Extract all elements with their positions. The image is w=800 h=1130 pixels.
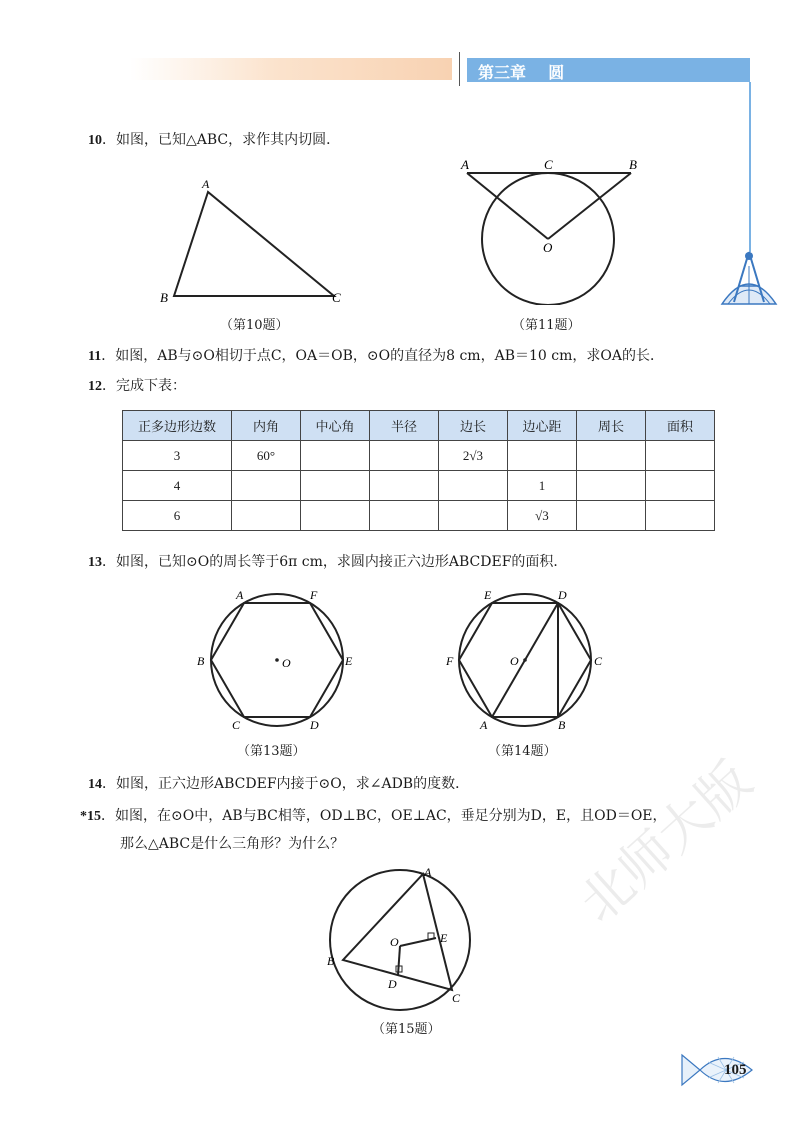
label-B: B	[160, 290, 168, 305]
question-10: 10．如图，已知△ABC，求作其内切圆．	[88, 132, 341, 148]
table-cell	[370, 471, 439, 501]
header-separator	[459, 52, 460, 86]
compass-icon	[718, 246, 780, 308]
label-C: C	[594, 654, 603, 668]
margin-line	[749, 82, 751, 252]
table-row	[123, 441, 715, 471]
label-F: F	[310, 588, 318, 602]
label-B: B	[629, 157, 637, 172]
table-cell	[370, 441, 439, 471]
question-15-line1: *15．如图，在⊙O中，AB与BC相等，OD⊥BC，OE⊥AC，垂足分别为D，E，且OD＝OE，	[80, 808, 667, 824]
page-number: 105	[724, 1062, 747, 1078]
label-O: O	[543, 240, 553, 255]
label-A: A	[480, 718, 488, 732]
table-header: 边心距	[508, 411, 577, 441]
table-cell	[439, 501, 508, 531]
table-cell	[508, 441, 577, 471]
table-cell: 1	[508, 471, 577, 501]
table-cell	[646, 441, 715, 471]
question-12: 12．完成下表：	[88, 378, 186, 394]
caption-10: （第10题）	[220, 318, 289, 333]
table-cell	[439, 471, 508, 501]
label-C: C	[332, 290, 341, 305]
table-cell	[370, 501, 439, 531]
table-row	[123, 501, 715, 531]
table-header: 边长	[439, 411, 508, 441]
table-cell	[577, 441, 646, 471]
table-cell	[301, 501, 370, 531]
label-E: E	[484, 588, 492, 602]
label-A: A	[236, 588, 244, 602]
figure-10-triangle	[150, 170, 370, 310]
figure-13-hexagon	[190, 585, 370, 735]
table-cell	[577, 471, 646, 501]
caption-14: （第14题）	[488, 744, 557, 759]
label-B: B	[327, 954, 335, 968]
table-row	[123, 471, 715, 501]
table-cell	[646, 501, 715, 531]
table-cell	[577, 501, 646, 531]
table-header: 正多边形边数	[123, 411, 232, 441]
table-cell	[301, 471, 370, 501]
table-header: 内角	[232, 411, 301, 441]
caption-11: （第11题）	[512, 318, 581, 333]
regular-polygon-table	[122, 410, 715, 531]
table-cell: 60°	[232, 441, 301, 471]
label-B: B	[558, 718, 566, 732]
label-D: D	[558, 588, 567, 602]
question-15-line2: 那么△ABC是什么三角形？为什么？	[120, 836, 345, 852]
table-cell: 6	[123, 501, 232, 531]
caption-15: （第15题）	[372, 1022, 441, 1037]
label-F: F	[446, 654, 454, 668]
table-header: 中心角	[301, 411, 370, 441]
table-cell	[232, 501, 301, 531]
question-14: 14．如图，正六边形ABCDEF内接于⊙O，求∠ADB的度数．	[88, 776, 470, 792]
label-O: O	[390, 935, 399, 949]
table-cell	[646, 471, 715, 501]
label-E: E	[440, 931, 448, 945]
label-D: D	[310, 718, 319, 732]
table-cell	[301, 441, 370, 471]
table-header: 半径	[370, 411, 439, 441]
label-A: A	[461, 157, 469, 172]
label-C: C	[452, 991, 461, 1005]
table-header: 周长	[577, 411, 646, 441]
table-cell	[232, 471, 301, 501]
figure-15-circle-triangle	[320, 860, 490, 1015]
label-O: O	[510, 654, 519, 668]
label-A: A	[202, 177, 210, 191]
watermark: 北师大版	[568, 750, 764, 935]
label-A: A	[424, 865, 432, 879]
label-B: B	[197, 654, 205, 668]
label-D: D	[388, 977, 397, 991]
label-E: E	[345, 654, 353, 668]
table-header: 面积	[646, 411, 715, 441]
header-gradient-bar	[130, 58, 452, 80]
table-header-row	[123, 411, 715, 441]
question-13: 13．如图，已知⊙O的周长等于6π cm，求圆内接正六边形ABCDEF的面积．	[88, 554, 568, 570]
label-C: C	[232, 718, 241, 732]
label-C: C	[544, 157, 553, 172]
table-cell: 2√3	[439, 441, 508, 471]
figure-14-hexagon	[440, 585, 620, 735]
figure-11-circle-tangent	[455, 155, 655, 305]
table-cell: 4	[123, 471, 232, 501]
chapter-title: 第三章 圆	[478, 63, 565, 82]
table-cell: √3	[508, 501, 577, 531]
caption-13: （第13题）	[237, 744, 306, 759]
label-O: O	[282, 656, 291, 670]
question-11: 11．如图，AB与⊙O相切于点C，OA＝OB，⊙O的直径为8 cm，AB＝10 cm，求OA的长．	[88, 348, 664, 364]
table-cell: 3	[123, 441, 232, 471]
